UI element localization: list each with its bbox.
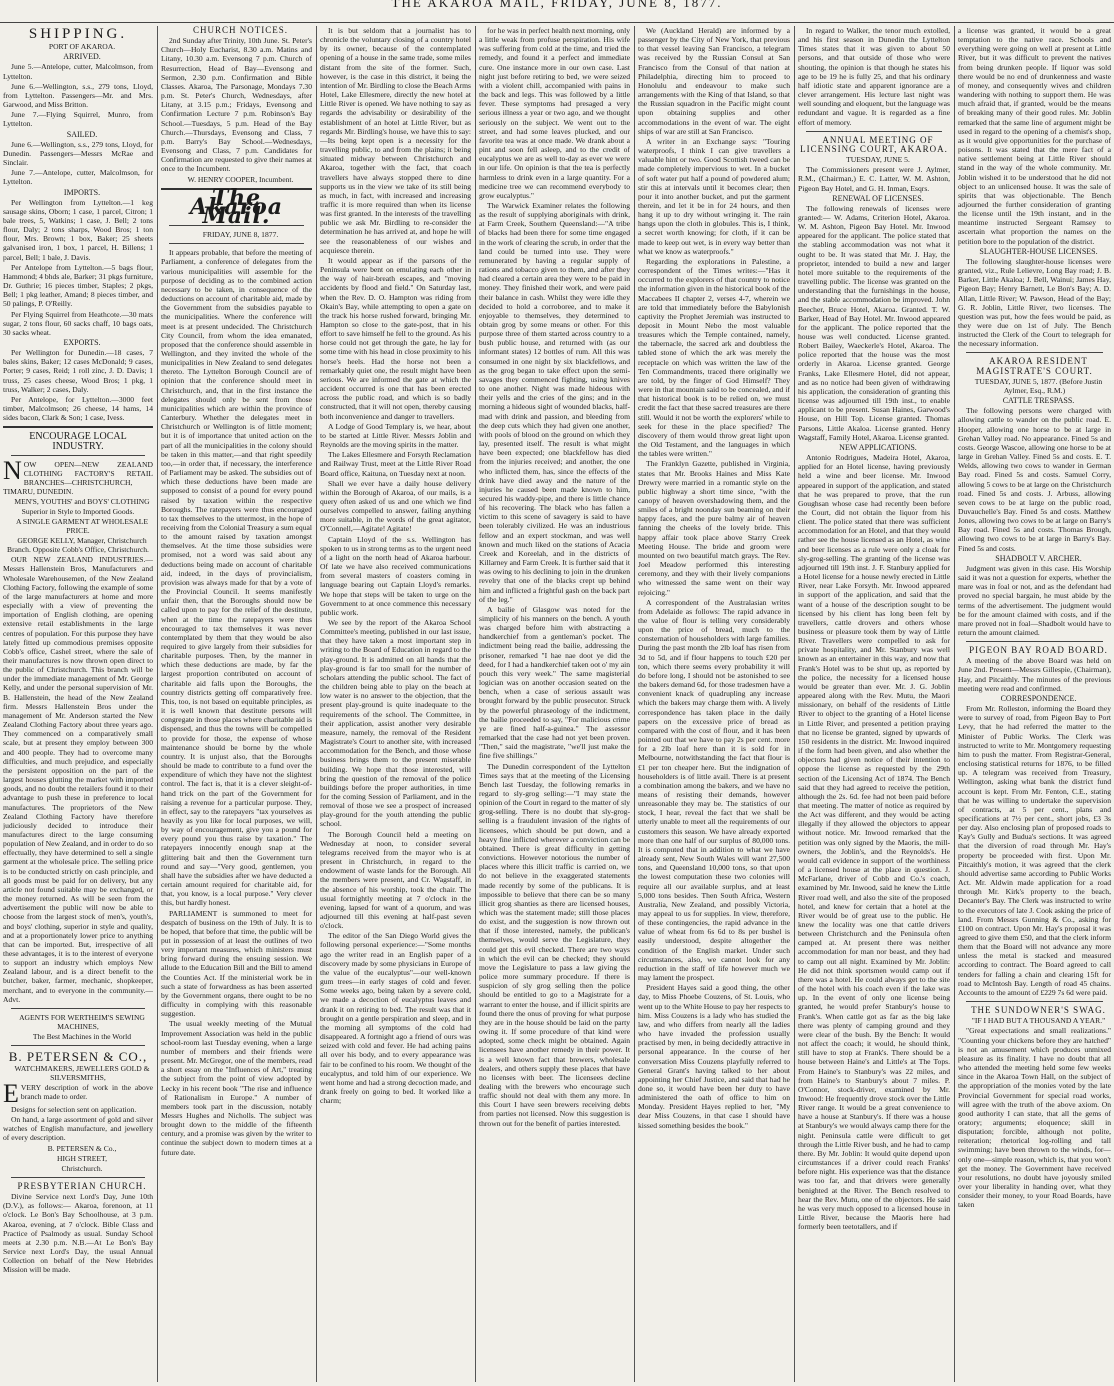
import-entry: Per Antelope from Lyttelton.—5 bags flour, Hammond; 4 bhds ale, Barker; 31 pkgs furniture, Dr. Guthrie; 16 pieces timber, Staples; 2 pkgs, Bell; 1 pkg leather, Amand; 8 pieces timber, and 50 palings, P. O'Reilly. <box>3 262 153 309</box>
news-item: A correspondent of the Australasian writes from Adelaide as follows: The rapid advance in the value of flour is telling very considerably upon the price of bread, much to the consternation of householders with large families. During the past month the 2lb loaf has risen from 3d to 5d, and if flour happens to touch £20 per ton, which there seems every probability it will do before long, I should not be astonished to see the bakers demand 6d, for those tradesmen have a convenient knack of quadrupling any increase which the bakers may charge them with. A lively correspondence has taken place in the daily papers on the excessive price of bread as compared with the cost of flour, and it has been pointed out that we have to pay 2s per cent. more for a 2lb loaf here than it is sold for in Melbourne, notwithstanding the fact that flour is £1 per ton cheaper here. But the indignation of householders is of little avail. There is at present a combination among the bakers, and we have no means of resisting their demands, however unreasonable they may be. The statistics of our stock, I hear, reveal the fact that we shall be utterly unable to meet all the requirements of our customers this season. We have already exported more than one half of our surplus of 80,000 tons. It is computed that in addition to what we have already sent, New South Wales will want 27,500 tons, and Queensland 10,000 tons, so that upon the lowest computation these two colonies will require all our available surplus, and at least 5,000 tons besides. Then South Africa, Western Australia, New Zealand, and possibly Victoria, may appeal to us for supplies. In view, therefore, of these contingencies, the rapid advance in the value of wheat from 6s 6d to 8s per bushel is easily understood, despite altogether the condition of the English market. Under such circumstances, also, we cannot look for any reduction in the staff of life however much we may lament the prospect. <box>638 597 790 983</box>
news-item: We (Auckland Herald) are informed by a passenger by the City of New York, that previous to that vessel leaving San Francisco, a telegram was received by the Russian Consul at San Francisco from the Consul of that nation at Philadelphia, directing him to proceed to Honolulu and endeavour to make such arrangements with the King of that Island, so that the Russian squadron in the Pacific might count upon obtaining supplies and other accommodations in the event of war. The eight ships of war are still at San Francisco. <box>638 26 790 136</box>
news-item: Captain Lloyd of the s.s. Wellington has spoken to us in strong terms as to the urgent need of a light on the north head of Akaroa harbour. Of late we have also received communications from several masters of coasters coming in language bearing out Captain Lloyd's remarks. We hope that steps will be taken to urge on the Government to at once commence this necessary public work. <box>320 534 471 617</box>
divider <box>806 131 942 132</box>
divider <box>966 352 1103 353</box>
licensing-court-heading: ANNUAL MEETING OF LICENSING COURT, AKAROA. <box>800 134 948 154</box>
dateline: FRIDAY, JUNE 8, 1877. <box>202 230 279 240</box>
column-2 <box>161 26 312 1382</box>
wholesale-line: A SINGLE GARMENT AT WHOLESALE PRICE. <box>15 516 149 535</box>
local-industry-heading: ENCOURAGE LOCAL INDUSTRY. <box>29 431 127 452</box>
licensing-commissioners: The Commissioners present were J. Aylmer, R.M., (Chairman,) E. C. Latter, W. M. Ashton, Pigeon Bay Hotel, and G. H. Inman, Esqrs. <box>798 165 950 193</box>
new-applications-label: NEW APPLICATIONS. <box>839 442 917 452</box>
petersen-signature: B. PETERSEN & Co., <box>47 1143 117 1153</box>
presbyterian-notice: Divine Service next Lord's Day, June 10th (D.V.), as follows:— Akaroa, forenoon, at 11 o'clock. Le Bon's Bay Schoolhouse, at 3 p.m. Akaroa, evening, at 7 o'clock. Bible Class and Practice of Psalmody as usual. Sunday School meets at 2.30 p.m. N.B.—At Le Bon's Bay Service next Lord's Day, the usual Annual Collection on behalf of the New Hebrides Mission will be made. <box>3 1192 153 1275</box>
cattle-trespass: The following persons were charged with allowing cattle to wander on the public road. E. Hooper, allowing one horse to be at large in Grehan Valley road. No appearance. Fined 5s and costs. George Wascoe, allowing one horse to be at large in Grehan Valley. Fined 5s and costs. E. T. Welds, allowing two cows to wander in German Bay road. Fined 5s and costs. Samuel Corry, allowing 5 cows to be at large on the Christchurch road. Fined 5s and costs. J. Arbuss, allowing seven cows to be at large on the public road, Duvauchelle's Bay. Fined 5s and costs. Matthew Jones, allowing two cows to be at large on Barry's Bay road. Fined 5s and costs. Thomas Brough, allowing two cows to be at large in Barry's Bay. Fined 5s and costs. <box>958 406 1111 553</box>
parliament-article: PARLIAMENT is summoned to meet for despatch of business on the 19th of July. It is to be hoped, that before that time, the public will be put in possession of at least the outlines of two very important measures, which ministers must bring forward during the ensuing session. We allude to the Education Bill and the Bill to amend the Counties Act. If the ministerial work be in such a state of forwardness as has been asserted by the Government organs, there ought to be no difficulty in complying with this reasonable suggestion. <box>161 908 312 1019</box>
export-entry: Per Antelope, for Lyttelton.—3000 feet timber, Malcolmson; 26 cheese, 14 hams, 14 sides bacon, Clark & Son; 1 case, Ivess. <box>3 394 153 423</box>
column-3 <box>320 26 471 1382</box>
correspondence-label: CORRESPONDENCE. <box>1000 693 1077 703</box>
sailing-entry: June 6.—Wellington, s.s., 279 tons, Lloyd, for Dunedin. Passengers—Messrs McRae and Sinclair. <box>3 139 153 168</box>
divider <box>966 1001 1103 1002</box>
column-rule <box>316 26 317 1382</box>
news-item: Regarding the explorations in Palestine, a correspondent of the Times writes:—"Has it occurred to the explorers of that country to notice the information given in the historical book of the Maccabees II chapter 2, verses 4-7, wherein we are told that immediately before the Babylonish captivity the Prophet Jeremiah was instructed to deposit in Mount Nebo the most valuable treasures which the Temple contained, namely, the tabernacle, the sacred ark and doubtless the tabled stone of which the ark was merely the receptacle on which was written the law of the Ten Commandments, traced there originally we are told, by the finger of God Himself? They were in that mountain said to be concealed, and if that historical book is to be relied on, we must credit the fact that these sacred treasures are there still. Would it not be worth the explorers' while to seek for these in the place specified? The discovery of them would throw great light upon the Old Testament, and the languages in which the tables were written." <box>638 256 790 459</box>
news-item: A Lodge of Good Templary is, we hear, about to be started at Little River. Messrs Joblin and Reynolds are the moving spirits in the matter. <box>320 421 471 450</box>
divider <box>169 243 304 244</box>
manager-line: GEORGE KELLY, Manager, Christchurch Branch. Opposite Cobb's Office, Christchurch. <box>7 535 149 555</box>
sewing-agents-sub: The Best Machines in the World <box>32 1032 132 1042</box>
import-entry: Per Wellington from Lyttelton.—1 keg sausage skins, Oborn; 1 case, 1 parcel, Citron; 1 bale trees, 5, Watkins; 1 case, J. Bell; 2 tons flour, Daly; 2 tons sharps, Wood Bros; 1 ton flour, Mrs. Brown; 1 box, Baker; 25 sheets galvanised iron, 1 box, 1 parcel, H. Billens; 1 parcel, Bell; 1 bale, J. Davis. <box>3 197 153 262</box>
road-board-meeting: A meeting of the above Board was held on June 2nd. Present—Messrs Gillespie, (Chairman), Hay, and Pitcaithly. The minutes of the previous meeting were read and confirmed. <box>958 656 1111 693</box>
column-6 <box>798 26 950 1382</box>
cattle-trespass-label: CATTLE TRESPASS. <box>1002 396 1075 406</box>
sewing-agents-heading: AGENTS FOR WERTHEIM'S SEWING MACHINES, <box>19 1012 145 1032</box>
news-item: A writer in an Exchange says: "Touring waterproofs, I think I can give travellers a valuable hint or two. Good Scottish tweed can be made completely impervious to wet. In a bucket of soft water put half a pound of powdered alum; stir this at intervals until it becomes clear; then pour it into another bucket, and put the garment therein, and let it be in for 24 hours, and then hang it up to dry without wringing it. The rain hangs upon the cloth in globules. This is, I think, a secret worth knowing; for cloth, if it can be made to keep out wet, is in every way better than what we know as waterproofs." <box>638 136 790 256</box>
shadbolt-case: Judgment was given in this case. His Worship said it was not a question for experts, whether the mare was in foal or not, and as the defendant had proved no special bargain, he must abide by the terms of the advertisement. The judgment would be for the amount claimed with costs, and if the mare proved not in foal—Shadbolt would have to return the amount claimed. <box>958 563 1111 637</box>
petersen-address: HIGH STREET, <box>56 1153 108 1163</box>
column-5 <box>638 26 790 1382</box>
arrival-entry: June 7.—Flying Squirrel, Munro, from Lyttelton. <box>3 110 153 129</box>
arrived-label: ARRIVED. <box>63 52 101 62</box>
page-masthead: THE AKAROA MAIL, FRIDAY, JUNE 8, 1877. <box>0 0 1114 23</box>
sundowner-heading: THE SUNDOWNER'S SWAG. <box>971 1005 1106 1016</box>
church-signature: W. HENRY COOPER, Incumbent. <box>187 174 294 184</box>
imports-label: IMPORTS. <box>63 187 101 197</box>
news-item: We see by the report of the Akaroa School Committee's meeting, published in our last issue, that they have taken a most important step in writing to the Board of Education in regard to the play-ground. It is admitted on all hands that the play-ground is far too small for the number of scholars attending the public school. The fact of the children being able to play on the beach at low water is no answer to the objection, that the present play-ground is quite inadequate to the requirements of the school. The Committee, in their application, assist another very desirable measure, namely, the removal of the Resident Magistrate's Court to another site, with increased accommodation for the Bench, and those whose business brings them to the present miserable building. We hope that those interested, will bring the question of the removal of the police buildings before the proper authorities, in time for the coming Session of Parliament, and in the removal of those we see a prospect of increased play-ground for the youth attending the public school. <box>320 618 471 829</box>
news-item: Shall we ever have a daily house delivery within the Borough of Akaroa, of our mails, is a query often asked of us and one which we find ourselves compelled to answer, failing anything more suitable, in the words of the great agitator, O'Connell,—Agitate! Agitate! <box>320 478 471 534</box>
shipping-heading: SHIPPING. <box>28 26 128 42</box>
port-heading: PORT OF AKAROA. <box>48 42 116 52</box>
sundowner-subheading: "IF I HAD BUT A THOUSAND A YEAR." <box>971 1016 1106 1026</box>
news-item: The Franklyn Gazette, published in Virginia, states that Mr. Brooks Haines and Miss Kate Drewry were married in a romantic style on the public highway a short time since, "with the canopy of heaven overshadowing them, and the smiles of a bright noonday sun beaming on their happy faces, and the pure balmy air of heaven fanning the cheeks of the lovely bride. This happy affair took place above Starry Creek Meeting House. The bride and groom were mounted on two beautiful match grays. The Rev. Joel Meadow performed this interesting ceremony, and they with their lively companions who witnessed the same went on their way rejoicing." <box>638 459 790 597</box>
divider <box>11 455 145 456</box>
news-item: The Dunedin correspondent of the Lyttelton Times says that at the meeting of the Licensing Bench last Tuesday, the following remarks in regard to sly-grog selling:—"I may state the opinion of the Court in regard to the matter of sly grog-selling. There is no doubt that sly-grog-selling is a fraudulent invasion of the rights of licensees, which should be put down, and a heavy fine inflicted wherever a conviction can be obtained. There is great difficulty in getting convictions. However notorious the number of places where this illicit traffic is carried on, we do not believe in the exaggerated statements made recently by some of the publicans. It is impossible to believe that there can be so many illicit grog shanties as there are licensed houses, which was the statement made; still those places do exist, and the suggestion is now thrown out that if those interested, namely, the publican's themselves, would serve the Legislature, they could get this evil checked. There are two ways in which the evil can be checked; they should move the Legislature to pass a law giving the police more summary procedure. If there is suspicion of sly grog selling then the police should be entitled to go to a Magistrate for a warrant to enter the house, and if illicit spirits are found there the onus of proving for what purpose they are in the house should be laid on the party owing it. If some procedure of that kind were adopted, some check might be obtained. Again licensees have another remedy in their power. It is a well known fact that brewers, wholesale dealers, and others supply these places that have no licenses with beer. The licensees decline dealing with the brewers who encourage such traffic should not deal with them any more. In this Court I have seen brewers receiving debts from parties not licensed. Now this suggestion is thrown out for the benefit of parties interested. <box>479 761 630 1128</box>
newspaper-flag: The Akaroa Mail. <box>189 184 284 229</box>
road-board-correspondence: From Mr. Rolleston, informing the Board they were to survey of road, from Pigeon Bay to Port Levy, that he had referred the matter to the Minister of Public Works. The Clerk was instructed to write to Mr. Montgomery requesting him to push the matter. From Registrar-General, enclosing statistical returns for 1876, to be filled up. A telegram was received from Treasury, Wellington, asking what bank the district fund account is kept. From Mr. Fenton, C.E., stating that he was willing to undertake the supervision of contracts, at 5 per cent., plans and specifications at 7½ per cent., short jobs, £3 3s per day. Also enclosing plan of proposed roads to Kay's Gully and Budua's sections. It was agreed that the diversion of road through Mr. Hay's property be proceeded with first. Upon Mr. Pitcaithly's motion, it was agreed that the clerk should advertise same according to Public Works Act. Mr. Aldwin made application for a road through Mr. Kirk's property to the beach, Decanter's Bay. The Clerk was instructed to write to the executors of late J. Cook asking the price of land. From Messrs Gunning & Co., asking for £100 on contract. Upon Mr. Hay's proposal it was agreed to give them £50, and that the clerk inform them that the Board will not advance any more unless the metal is stacked and measured according to contract. The Board agreed to call tenders for falling a chain and clearing 15ft for road to McIntosh Bay. Length of road 45 chains. Accounts to the amount of £229 7s 6d were paid. <box>958 704 1111 997</box>
rm-court-date: TUESDAY, JUNE 5, 1877. (Before Justin Aylmer, Esq., R.M.) <box>974 376 1103 395</box>
column-rule <box>954 26 955 1382</box>
petersen-designs: Designs for selection sent on application. <box>11 1104 137 1114</box>
shadbolt-label: SHADBOLT V. ARCHER. <box>995 553 1082 563</box>
drop-cap: N <box>3 455 22 485</box>
clothing-factory-article: OUR NEW ZEALAND INDUSTRIES.—Messrs Hallenstein Bros, Manufacturers and Wholesale Warehousemen, of the New Zealand Clothing Factory, following the example of some of the large manufacturers at home and more especially with a view of preventing the importation of English clothing, are opening extensive retail establishments in the large centres of population. For this purpose they have lately fitted up commodious premises opposite Cobb's office, Cashel street, where the sale of their manufactures is now thrown open direct to the public of Christchurch. This branch will be under the immediate management of Mr. George Kelly, and under the personal supervision of Mr. B. Hallenstein, the head of the New Zealand firm. Messrs Hallenstein Bros under the management of Mr. Anderson started the New Zealand Clothing Factory about three years ago. They commenced on a comparatively small scale, but at present they employ between 300 and 400 people. They had to overcome many difficulties, and much prejudice, and especially the persistent opposition on the part of the largest houses glutting the market with imported goods, and no doubt the retailers found it to their advantage to push these in preference to local manufactures. The proprietors of the New Zealand Clothing Factory have therefore judiciously decided to introduce their manufactures direct to the large consuming population of New Zealand, and in order to do so effectually, they have determined to sell a single garment at the wholesale price. The selling price is to be conducted strictly on cash principle, and all goods must be paid for on delivery, but any article not found suitable may be exchanged, or the money returned. As will be seen from the advertisement the public will now be able to choose from the largest stock of men's, youth's, and boys' clothing, superior in style and quality, and at a proportionately lower price to anything that can be imported. But, irrespective of all these advantages, it is to the interest of everyone to support an industry which employs New Zealand labour, and is a direct benefit to the butcher, baker, farmer, mechanic, shopkeeper, merchant, and to everyone in the community.—Advt. <box>3 555 153 1004</box>
editorial-article: It appears probable, that before the meeting of Parliament, a conference of delegates from the various municipalities will assemble for the purpose of deciding as to the combined action necessary to be taken, in consequence of the deductions on account of charitable aid, made by the Government from the subsidies payable to the municipalities. Where the conference will meet is at present undecided. The Christchurch City Council, from whom the idea emanated, proposed that the conference should assemble in Wellington, and they invited the whole of the municipalities in New Zealand to send delegates thereto. The Lyttelton Borough Council are of opinion that the conference should meet in Christchurch, and, that in the first instance the delegates should only be sent from those municipalities which are within the province of Canterbury. Whether the delegates meet in Christchurch or Wellington is of little moment; but it is of importance that united action on the part of all the municipalities in the colony should be taken in this matter,—and that right speedily too,—in order that, if necessary, the interference of Parliament may be asked. The subsidies out of which these deductions have been made are supposed to consist of a pound for every pound raised by taxation within the respective Boroughs. The ratepayers were thus encouraged to tax themselves to the uttermost, in the hope of receiving from the Colonial Treasury a sum equal to the amount raised by taxation amongst themselves. At the time those subsidies were promised, not a word was said about any deductions being made on account of charitable aid, indeed, in the days of provincialism, provision was always made for that by a vote of the Provincial Council. It seems manifestly unfair then, that the Boroughs should now be called upon to pay for the relief of the destitute, when at the time the ratepayers were thus encouraged to tax themselves it was never contemplated by them that they would be also required to give largely from their subsidies for charitable purposes. Then, by the manner in which these deductions are made, by far the largest proportion contributed on account of charitable aid falls upon the Boroughs, the country districts getting off comparatively free. This, too, is not based on equitable principles, as it is well known that destitute persons will congregate in those places where charitable aid is dispensed, and thus the towns will be compelled to provide for those, the expense of whose maintenance should be borne by the whole country. It is unjust also, that the Boroughs should be made to contribute to a fund over the expenditure of which they have not the slightest control. The fact is, that it is a clever sleight-of-hand trick on the part of the Government for raising a revenue for a particular purpose. They, in effect, say to the ratepayers "tax yourselves as heavily as you like for local purposes, we will, by way of encouragement, give you a pound for every pound you thus raise by taxation." The ratepayers innocently enough snap at the glittering bait and then the Government turn round and say—"Very good, gentlemen, you shall have the subsidies after we have deducted a certain amount required for charitable aid, for that, you know, is a local purpose." Very clever this, but hardly honest. <box>161 248 312 908</box>
petersen-heading: B. PETERSEN & CO., <box>8 1049 148 1065</box>
column-rule <box>634 26 635 1382</box>
news-item: It is but seldom that a journalist has to chronicle the voluntary closing of a country hotel by its owner, because of the contemplated opening of a house in the same trade, some miles distant from the site of the former. Such, however, is the case in this district, it being the intention of Mr. Birdling to close the Beach Arms Hotel, Lake Ellesmere, directly the new hotel at Little River is opened. We have nothing to say as regards the advisability or desirability of the establishment of an hotel at Little River, but as regards Mr. Birdling's house, we have this to say:—Its being kept open is a necessity for the travelling public, to and from the plains; it being situated midway between Christchurch and Akaroa, together with the fact, that coach travellers have always stopped there to dine supports us in the view we take of its still being as much, in fact, with increased and increasing traffic it is more required than when its license was first granted. In the interests of the travelling public we ask Mr. Birdling to re-consider the determination he has arrived at, and hope he will see the reasonableness of our wishes and acquiesce therein. <box>320 26 471 255</box>
column-4 <box>479 26 630 1382</box>
divider <box>11 1177 145 1178</box>
petersen-subheading: WATCHMAKERS, JEWELLERS GOLD & SILVERSMITHS, <box>14 1063 150 1082</box>
licensing-court-date: TUESDAY, JUNE 5. <box>846 155 910 165</box>
clothing-tagline: MEN'S, YOUTHS' and BOYS' CLOTHING Superior in Style to Imported Goods. <box>14 497 150 516</box>
rm-court-heading: AKAROA RESIDENT MAGISTRATE'S COURT. <box>976 356 1093 376</box>
drop-cap: E <box>3 1078 19 1108</box>
news-item: The Borough Council held a meeting on Wednesday at noon, to consider several telegrams received from the mayor who is at present in Christchurch, in regard to the endowment of waste lands for the Borough. All the members were present, and Cr. Wagstaff, in the absence of his worship, took the chair. The usual fortnightly meeting at 7 o'clock in the evening, lapsed for want of a quorum, and was adjourned till this evening at half-past seven o'clock. <box>320 829 471 931</box>
divider <box>3 426 153 428</box>
license-renewals: The following renewals of licenses were granted:— W. Adams, Criterion Hotel, Akaroa. W. M. Ashton, Pigeon Bay Hotel. Mr. Inwood appeared for the applicant. The police stated that the stabling accommodation was not what it ought to be. It was stated that Mr. J. Hay, the proprietor, intended to build a new and larger hotel more suitable to the requirements of the travelling public. The license was granted on the understanding that the furnishings in the house, and the stable accommodation be improved. John Beecher, Bruce Hotel, Akaroa. Granted. T. W. Barker, Head of Bay Hotel. Mr. Inwood appeared for the applicant. The police reported that the house was well conducted. License granted. Robert Bailey, Waeckerle's Hotel, Akaroa. The police reported that the house was the most orderly in Akaroa. License granted. George Franks, Lake Ellesmere Hotel, did not appear, and as no notice had been given of withdrawing his application, the consideration of granting this license was adjourned till 19th inst., to enable applicant to be present. Susan Haines, Garwood's House, on Hill Top. License granted. Thomas Parsons, Little Akaloa. License granted. Henry Wagstaff, Family Hotel, Akaroa. License granted. <box>798 203 950 442</box>
news-item: It would appear as if the parsons of the Peninsula were bent on emulating each other in the way of hair-breath escapes, and "moving accidents by flood and field." On Saturday last, when the Rev. D. O. Hampton was riding from Okain's Bay, while attempting to open a gate on the track his horse rushed forward, bringing Mr. Hampton so close to the gate-post, that in his effort to save himself he fell to the ground. As his horse could not get through the gate, he lay for some time with his head in close proximity to his horse's heels. Had the horse not been a remarkably quiet one, the result might have been serious. We are informed the gate at which the accident occurred is one that has been erected across the public road, and which is so badly constructed, that it will not open, thereby causing both inconvenience and danger to travellers. <box>320 255 471 421</box>
column-rule <box>794 26 795 1382</box>
column-7 <box>958 26 1111 1382</box>
export-entry: Per Wellington for Dunedin.—18 cases, 7 bales skins, Baker; 12 cases McDonald; 9 cases, Porter; 9 cases, Reid; 1 roll zinc, J. D. Davis; 1 truss, 25 cases cheese, Wood Bros; 1 pkg, 1 truss, Walker; 2 cases, Daly. <box>3 348 153 394</box>
divider <box>11 1008 145 1009</box>
divider <box>966 641 1103 642</box>
church-notices-heading: CHURCH NOTICES. <box>192 26 288 35</box>
news-item: The editor of the San Diego World gives the following personal experience:—"Some months ago the writer read in an English paper of a discovery made by some physicians in Europe of the value of the eucalyptus"—our well-known gum trees—in early stages of cold and fever. Some weeks ago, being taken by a severe cold, we made a decoction of eucalyptus leaves and drank it on retiring to bed. The result was that it brought on a gentle perspiration and sleep, and in the morning all symptoms of the cold had disappeared. A fortnight ago a friend of ours was seized with cold and fever. He had aching pains all over his body, and to every appearance was fair to be confined to his room. We thought of the eucalyptus, and told him of our experience. We went home and had a strong decoction made, and drank freely on going to bed. It worked like a charm; <box>320 931 471 1106</box>
petersen-ad: EVERY description of work in the above branch made to order. <box>3 1078 153 1108</box>
mutual-improvement-article: The usual weekly meeting of the Mutual Improvement Association was held in the public school-room last Tuesday evening, when a large number of members and their friends were present. Mr. McGregor, one of the members, read a short essay on the "Influences of Art," treating the subject from the point of view adopted by Lecky in his recent book "The rise and influence of Rationalism in Europe." A number of members took part in the discussion, notably Messrs Hughes and Nicholls. The subject was brought down to the middle of the fifteenth century, and a promise was given by the writer to continue the subject down to modern times at a future date. <box>161 1019 312 1157</box>
news-item: for he was in perfect health next morning, only a little weak from profuse perspiration. His wife was suffering from cold at the time, and tried the remedy, and found it a perfect and immediate cure. One instance more in our own case. Last night just before retiring to bed, we were seized with a violent chill, accompanied with pains in the back and legs. This was followed by a little fever. These symptoms had presaged a very serious illness a year or two ago, and we thought seriously on the subject. We went out to the street, and had some leaves plucked, and our favorite tea was at once made. We drank about a pint and soon fell asleep, and to the credit of eucalyptus we are as well to-day as ever we were in our life. On opinion is that the tea is perfectly harmless to drink even in a large quantity. For a medicine tree we can recommend everybody to grow eucalyptus." <box>479 26 630 200</box>
column-1 <box>3 26 153 1382</box>
road-board-heading: PIGEON BAY ROAD BOARD. <box>969 645 1108 656</box>
presbyterian-heading: PRESBYTERIAN CHURCH. <box>17 1180 147 1191</box>
slaughter-house-licenses: The following slaughter-house licenses were granted, viz., Rule Lelievre, Long Bay road; J. B. Barker, Little Akaloa; J. Bell, Wainui; James Hay, Pigeon Bay; Henry Barnett, Le Bon's Bay; A. D. Allan, Little River; W. Pawson, Head of the Bay; G. R. Joblin, Little River, two licenses. The question was put, how the fees would be paid, as they were due on 1st of July. The Bench instructed the Clerk of the Court to telegraph for the necessary information. <box>958 256 1111 349</box>
exports-label: EXPORTS. <box>63 338 101 347</box>
column-rule <box>475 26 476 1382</box>
news-item: a license was granted, it would be a great temptation to the native race. Schools and everything were going on well at present at Little River, but it was difficult to prevent the natives from being drunken people. If liquor was sold there would be no end of drunkenness and waste of money, and consequently wives and children wandering with nothing to support them. He was much afraid that, if granted, would be the means of breaking many of their good rules. Mr. Joblin remarked that the same line of argument might be used in regard to the opening of a chemist's shop, as it would give opportunities for the purchase of poisons. It was stated that the mere fact of a native settlement being at Little River should stand in the way of the whole community. Mr. Joblin wished it to be understood that he did not object to an unlicensed house. It was the sale of spirits that was objectionable. The Bench adjourned the further consideration of granting the license until the 19th instant, and in the meantime instructed Sergeant Ramsey to ascertain what proportion the names on the petition bore to the population of the district. <box>958 26 1111 246</box>
petersen-assortment: On hand, a large assortment of gold and silver watches of English manufacture, and jewellery of every description. <box>3 1115 153 1143</box>
petersen-city: Christchurch. <box>61 1163 103 1173</box>
sundowner-article: "Great expectations and small realizations." "Counting your chickens before they are hatched" is not an amusement which produces unmixed pleasure as its finality. I have no doubt that all who attended the meeting held some few weeks since in the Akaroa Town Hall, on the subject of the appropriation of the monies voted by the late Provincial Government for special road works, will agree with the truth of the above axiom. On good authority I can state, that all the gems of oratory; arguments; eloquence; skill in disputation; forcible, although not polite, reiteration; rhetorical log-rolling and tall swimming; have been thrown to the winds, for—only one—simple reason, which is, that you won't get the money. The Government have received your resolutions, no doubt have joyously smiled over your liberality in handing over, what they consider their money, to your Road Boards, have taken <box>958 1026 1111 1210</box>
news-item: A bailie of Glasgow was noted for the simplicity of his manners on the bench. A youth was charged before him with abstracting a handkerchief from a gentleman's pocket. The indictment being read the bailie, addressing the prisoner, remarked "I hae nae doot ye did the deed, for I had a handkerchief taken oot o' my ain pouch this very week." The same magisterial logician was on another occasion seated on the bench, when a case of serious assault was brought forward by the public prosecutor. Struck by the powerful phraseology of the indictment, the bailie proceeded to say, "For malicious crime ye are fined half-a-guinea." The assessor remarked that the case had not yet been proven. "Then," said the magistrate, "we'll just make the fine five shillings." <box>479 604 630 761</box>
arrival-entry: June 5.—Antelope, cutter, Malcolmson, from Lyttelton. <box>3 62 153 81</box>
renewal-label: RENEWAL OF LICENSES. <box>832 193 924 203</box>
divider <box>11 1045 145 1046</box>
church-notices: 2nd Sunday after Trinity, 10th June. St. Peter's Church—Holy Eucharist, 8.30 a.m. Matins and Litany, 10.30 a.m. Evensong 7 p.m. Church of Resurrection, Head of Bay—Evensong and Sermon, 2.30 p.m. Confirmation and Bible Classes. Akaroa, The Parsonage, Mondays 7.30 p.m. St. Peter's Church, Wednesdays, after Litany, at 3.15 p.m.; Fridays, Evensong and Confirmation Lecture 7 p.m. Robinson's Bay School.—Tuesdays, 5 p.m. Head of the Bay Church.—Thursdays, Evensong and Class, 7 p.m. Barry's Bay School.—Wednesdays, Evensong and Class, 7 p.m. Candidates for Confirmation are requested to give their names at once to the Incumbent. <box>161 36 312 174</box>
sailing-entry: June 7.—Antelope, cutter, Malcolmson, for Lyttelton. <box>3 168 153 187</box>
clothing-factory-ad: NOW OPEN—NEW ZEALAND CLOTHING FACTORY'S RETAIL BRANCHES—CHRISTCHURCH, TIMARU, DUNEDIN. <box>3 455 153 497</box>
slaughter-house-label: SLAUGHTER-HOUSE LICENSES. <box>979 246 1098 256</box>
news-item: The Warwick Examiner relates the following as the result of supplying aboriginals with drink, at Farm Creek, Southern Queensland:—"A tribe of blacks had been there for some time engaged in the work of clearing the scrub, in order that the land could be turned into use. They were remunerated by having a regular supply of rations and tobacco given to them, and after they had cleared a certain area they were to be paid in money. They finished their work, and were paid their balance in cash. Whilst they were idle they decided to hold a corroboree, and to make it enjoyable to themselves, they determined to obtain grog by some means or other. For this purpose three of them started across country to a bush public house, and returned with (as our informant states) 12 bottles of rum. All this was consumed in one night by six blackfellows, and as the grog began to take effect upon the semi-savages they commenced fighting, using knives to one another. Night was made hideous with their yells and the cries of the gins; and in the morning a hideous sight of wounded blacks, half-mad with drink and passion, and bleeding from the deep cuts which they had given one another, with pools of blood on the ground on which they lay, presented itself. The result is what might have been expected; one blackfellow has died from the injuries received; and another, the one who inflicted them, has, since the effects of the drink have died away and the nature of the injuries he caused been made known to him, secured his waddy-pipe, and there is little chance of his recovering. The black who has fallen a victim to this scene of savagery is said to have been tolerably civilized. He was an industrious fellow and an expert stockman, and was well known and much liked on the stations of Acacia Creek and Koreelah, and in the districts of Killarney and Farm Creek. It is further said that it was owing to his declining to join in the drunken revelry that one of the blacks crept up behind him and inflicted a frightful gash on the back part of the leg." <box>479 200 630 604</box>
column-rule <box>157 26 158 1382</box>
sailed-label: SAILED. <box>66 129 98 139</box>
news-item: The Lakes Ellesmere and Forsyth Reclamation and Railway Trust, meet at the Little River Road Board office, Kaituna, on Tuesday next at noon. <box>320 450 471 478</box>
news-item: In regard to Walker, the tenor much extolled, and his first season in Dunedin the Lyttelton Times states that it was given to about 50 persons, and that outside of those who were shouting, the opinion is that though he states his age to be 19 he is fully 25, and that his ordinary half idiotic state and apparent ignorance are a clever arrangement. His lecture last night was well sounding and eloquent, but the language was redundant and vague. It is regarded as a fine effort of memory. <box>798 26 950 127</box>
import-entry: Per Flying Squirrel from Heathcote.—30 mats sugar, 2 tons flour, 60 sacks chaff, 10 bags oats, 30 sacks wheat. <box>3 309 153 337</box>
new-applications: Antonio Rodrigues, Madeira Hotel, Akaroa, applied for an Hotel license, having previously held a wine and beer license. Mr. Inwood appeared in support of the application, and stated that he was prepared to prove, that the run Goughsan whose case had recently been before the Court, did not obtain the liquor from his client. The police stated that there was sufficient accommodation for an Hotel, and that they would rather see the house licensed as an Hotel, as wine and beer licenses as a rule were only a cloak for sly-grog-selling. The granting of the license was adjourned till 19th inst. J. F. Stanbury applied for a Hotel license for a house newly erected in Little River, near Lake Forsyth. Mr. Inwood appeared in support of the application, and said that the want of a house of the description sought to be licensed by his client has long been felt by travellers, cattle drovers and others whose business or pleasure took them by way of Little River. Travellers were compelled to ask for private hospitality, and Mr. Stanbury was well known as an entertainer in this way, and now that Frank's Hotel was to be shut up, as reported by the police, the necessity for a licensed house would be greater than ever. Mr. J. G. Joblin appeared along with the Rev. Mutu, the Maori missionary, on behalf of the residents of Little River to object to the granting of a Hotel license in Little River, and presented a petition praying that no license be granted, signed by upwards of 150 residents in the district. Mr. Inwood inquired if the form had been given, and also whether the objectors had given notice of their intention to oppose the license as requested by the 29th section of the Licensing Act of 1874. The Bench said that they had agreed to receive the petition, although the 2s. 6d. fee had not been paid before that meeting. The matter of notice as required by the Act was different, and they would be acting illegally if they allowed the objectors to appear without notice. Mr. Inwood remarked that the petition was only signed by the Maoris, the mill-owners, the Joblin's, and the Reynolds's. He would call evidence in support of the worthiness of a licensed house at the place in question. J. McFarlane, driver of Cobb and Co.'s coach, examined by Mr. Inwood, said he knew the Little River road well, and also the site of the proposed hotel, and knew for certain that a hotel at the River would be of great use to the public. He knew the locality was one that cattle drivers between Christchurch and the Peninsula often camped at. At present there was neither accommodation for man nor beast, and they had to camp out all night. Examined by Mr. Joblin: He did not think sportsmen would camp out if there was a hotel. He could always get to the site of the hotel with his coach even if the lake was up. In the event of only one license being granted, he would prefer Stanbury's house to Frank's. When cattle got as far as the big lake there was plenty of camping ground and they were clear of the bush. By the Bench: It would not affect the coach; it would, he should think, still have to stop at Frank's. There should be a house between Haine's and Little's at The Tops. From Haine's to Stanbury's was 22 miles, and from Haine's to Stanbury's about 7 miles. P. O'Connor, stock-driver, examined by Mr. Inwood: He frequently drove stock over the Little River range. It would be a great convenience to have a house at Stanbury's. If there was a house at Stanbury's we would always camp there for the night. Peninsula cattle were difficult to get through the Little River bush, and he had to camp there. By Mr. Joblin: It would quite depend upon circumstances if a driver could reach Franks' before night. His experience was that the distance was too far, and that drivers were generally benighted at the River. The Bench resolved to hear the Rev. Mutu, one of the objectors. He said he was very much opposed to a licensed house in Little River, because the Maoris here had formerly been teetotallers, and if <box>798 453 950 1232</box>
arrival-entry: June 6.—Wellington, s.s., 279 tons, Lloyd, from Lyttelton. Passengers—Mr. and Mrs. Garwood, and Miss Britton. <box>3 81 153 110</box>
news-item: President Hayes said a good thing, the other day, to Miss Phoebe Couzens, of St. Louis, who went up to the White House to pay her respects to him. Miss Couzens is a lady who has studied the law, and who differs from nearly all the ladies who have invaded the profession usually practised by men, in being decidedly attractive in personal appearance. In the course of her conversation Miss Couzens playfully referred to General Grant's having talked to her about appointing her Chief Justice, and said that had he done so, it would have been her duty to have administered the oath of office to him on Monday. President Hayes replied to her, "My dear Miss Couzens, in that case I should have kissed something besides the book." <box>638 983 790 1130</box>
